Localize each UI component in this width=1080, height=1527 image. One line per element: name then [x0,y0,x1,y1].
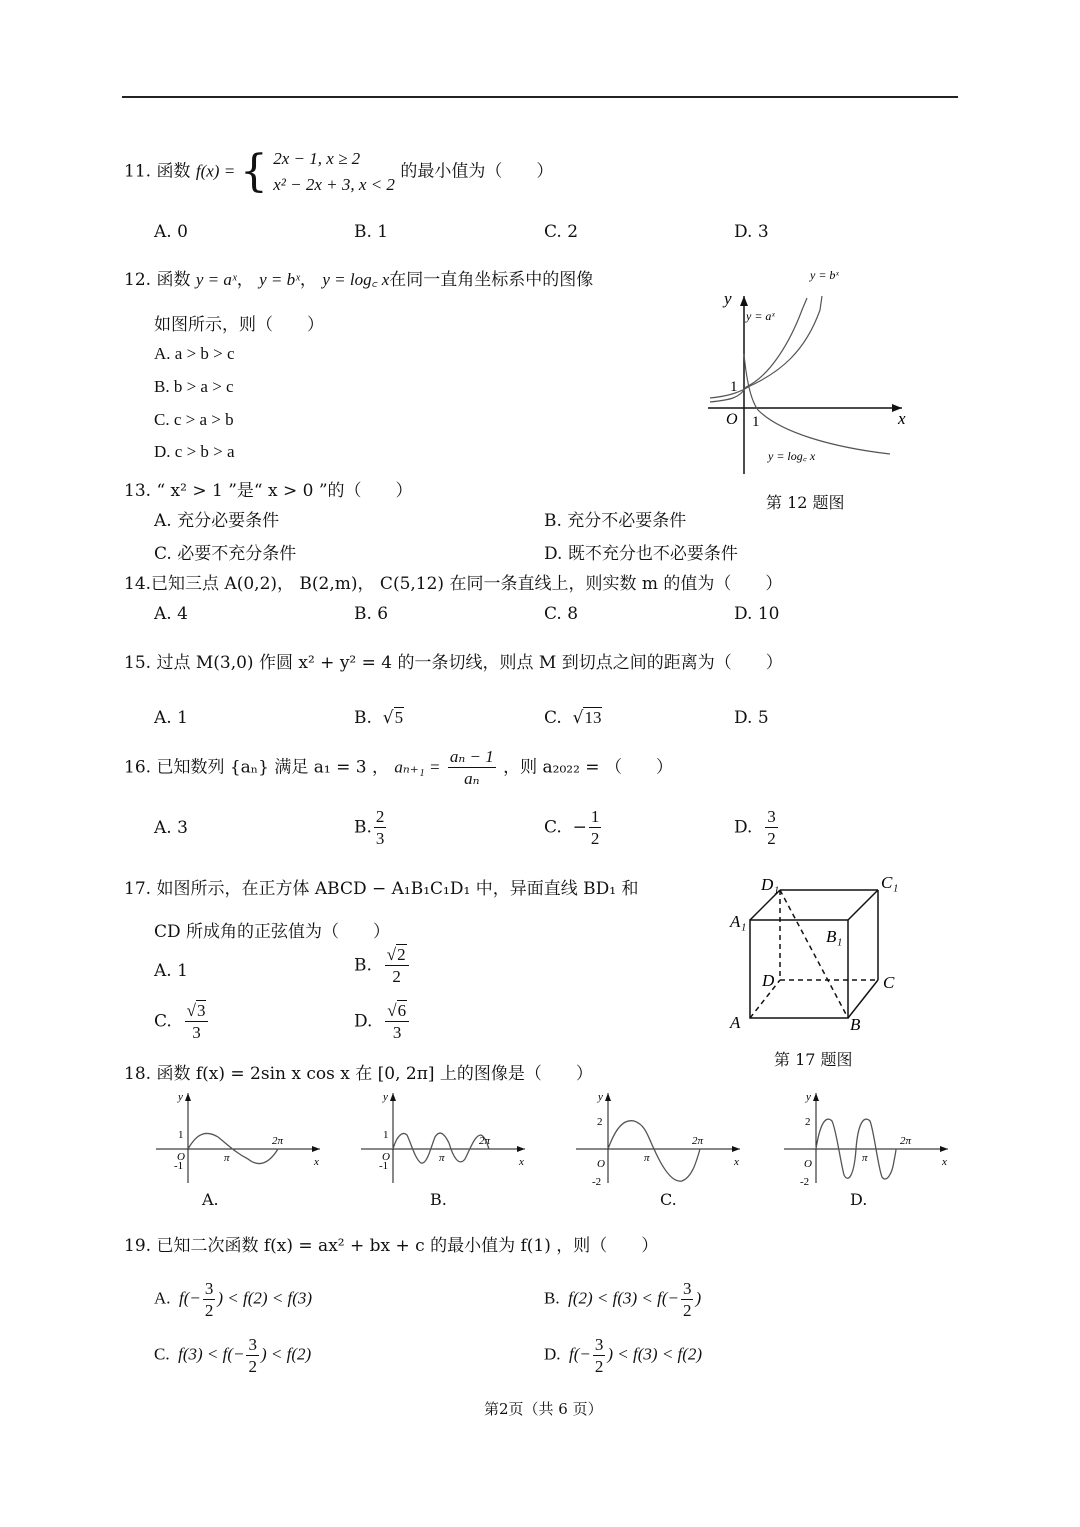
question-14: 14.已知三点 A(0,2)， B(2,m)， C(5,12) 在同一条直线上，则实数 m 的值为（ ） [124,574,783,594]
option-12d[interactable]: D. c > b > a [154,442,235,461]
svg-text:2π: 2π [272,1135,284,1147]
question-17-line2: CD 所成角的正弦值为（ ） [154,922,391,942]
option-14a[interactable]: A. 4 [154,604,188,624]
svg-text:2π: 2π [900,1135,912,1147]
option-12a[interactable]: A. a > b > c [154,344,235,363]
axis-y-label: y [724,289,732,308]
svg-text:2: 2 [597,1116,603,1128]
header-rule [122,96,958,98]
option-15b[interactable]: B. √5 [354,708,404,728]
svg-text:O: O [382,1151,390,1163]
option-19d[interactable]: D. f(− $\frac{3}{2}$ ) < f(3) < f(2) [544,1335,703,1377]
vertex-c1: C₁ [881,873,899,892]
svg-text:O: O [597,1158,605,1170]
svg-text:y: y [383,1091,388,1103]
svg-text:π: π [644,1152,650,1164]
option-12b[interactable]: B. b > a > c [154,377,234,396]
svg-text:x: x [314,1156,319,1168]
brace: { [239,146,268,197]
svg-text:2π: 2π [692,1135,704,1147]
svg-text:x: x [519,1156,524,1168]
graph-option-a-label[interactable]: A. [202,1190,219,1209]
option-13a[interactable]: A. 充分必要条件 [154,511,280,531]
svg-text:2π: 2π [479,1135,491,1147]
option-13b[interactable]: B. 充分不必要条件 [544,511,687,531]
svg-text:y: y [598,1091,603,1103]
vertex-c: C [883,973,895,992]
label-y-ax: y = aˣ [746,309,775,323]
option-12c[interactable]: C. c > a > b [154,410,234,429]
svg-text:-2: -2 [592,1176,602,1187]
question-16: 16. 已知数列 {aₙ} 满足 a₁ = 3 ， aₙ₊₁ = $\frac{\text{aₙ − 1}}{\text{aₙ}}$ ，则 a₂₀₂₂ = （ ） [124,747,673,789]
svg-text:π: π [862,1152,868,1164]
question-11: 11. 函数 f(x) = { 2x − 1, x ≥ 2 x² − 2x + 3, x < 2 的最小值为（ ） [124,146,554,197]
option-15d[interactable]: D. 5 [734,708,769,728]
svg-text:1: 1 [383,1129,389,1141]
figure-12-caption: 第 12 题图 [766,493,845,512]
option-19a[interactable]: A. f(− $\frac{3}{2}$ ) < f(2) < f(3) [154,1279,313,1321]
svg-text:2: 2 [805,1116,811,1128]
option-14c[interactable]: C. 8 [544,604,579,624]
vertex-b: B [850,1015,861,1034]
option-17b[interactable]: B. $\frac{√2}{2}$ [354,944,411,988]
vertex-b1: B₁ [826,927,843,946]
figure-12 [690,262,930,487]
option-19c[interactable]: C. f(3) < f(− $\frac{3}{2}$ ) < f(2) [154,1335,312,1377]
option-17c[interactable]: C. $\frac{√3}{3}$ [154,1000,210,1044]
tick-y-1: 1 [730,379,738,395]
svg-text:x: x [734,1156,739,1168]
vertex-a: A [730,1013,741,1032]
option-15a[interactable]: A. 1 [154,708,188,728]
figure-17-caption: 第 17 题图 [774,1050,853,1069]
question-12: 12. 函数 y = aˣ， y = bˣ， y = log꜀ x在同一直角坐标系中的图像 [124,270,594,290]
question-15: 15. 过点 M(3,0) 作圆 x² + y² = 4 的一条切线，则点 M 到切点之间的距离为（ ） [124,653,783,673]
graph-option-d[interactable] [778,1087,958,1187]
graph-option-c[interactable] [570,1087,750,1187]
tick-x-1: 1 [752,414,760,430]
option-11c[interactable]: C. 2 [544,222,579,242]
option-15c[interactable]: C. √13 [544,708,602,728]
option-17a[interactable]: A. 1 [154,961,188,981]
svg-text:O: O [804,1158,812,1170]
svg-text:-2: -2 [800,1176,810,1187]
axis-x-label: x [898,409,906,428]
graph-option-d-label[interactable]: D. [850,1190,868,1209]
page-footer: 第2页（共 6 页） [484,1400,603,1418]
graph-option-c-label[interactable]: C. [660,1190,677,1209]
piecewise: 2x − 1, x ≥ 2 x² − 2x + 3, x < 2 [273,149,395,194]
option-13d[interactable]: D. 既不充分也不必要条件 [544,544,738,564]
graph-option-b[interactable] [355,1087,535,1187]
vertex-d1: D₁ [761,875,780,894]
vertex-d: D [762,971,775,990]
origin-label: O [726,411,738,428]
question-13: 13. “ x² > 1 ”是“ x > 0 ”的（ ） [124,481,413,501]
vertex-a1: A₁ [730,912,747,931]
question-17: 17. 如图所示，在正方体 ABCD − A₁B₁C₁D₁ 中，异面直线 BD₁ 和 [124,879,639,899]
option-11d[interactable]: D. 3 [734,222,769,242]
option-16b[interactable]: B. $\frac{2}{3}$ [354,807,385,849]
svg-text:O: O [177,1151,185,1163]
question-18: 18. 函数 f(x) = 2sin x cos x 在 [0, 2π] 上的图像是（ ） [124,1064,593,1084]
option-14b[interactable]: B. 6 [354,604,389,624]
graph-option-b-label[interactable]: B. [430,1190,447,1209]
option-11b[interactable]: B. 1 [354,222,389,242]
option-19b[interactable]: B. f(2) < f(3) < f(− $\frac{3}{2}$ ) [544,1279,702,1321]
option-16a[interactable]: A. 3 [154,818,188,838]
question-12-line2: 如图所示，则（ ） [154,315,324,335]
option-16c[interactable]: C. − $\frac{1}{2}$ [544,807,600,849]
figure-17-cube [724,870,914,1040]
option-17d[interactable]: D. $\frac{√6}{3}$ [354,1000,411,1044]
svg-text:-1: -1 [174,1160,184,1172]
svg-text:y: y [178,1091,183,1103]
graph-option-a[interactable] [148,1087,328,1187]
svg-text:y: y [806,1091,811,1103]
option-11a[interactable]: A. 0 [154,222,188,242]
question-19: 19. 已知二次函数 f(x) = ax² + bx + c 的最小值为 f(1) ，则（ ） [124,1236,659,1256]
svg-text:1: 1 [178,1129,184,1141]
label-y-bx: y = bˣ [810,268,839,282]
label-y-log: y = log꜀ x [768,449,816,463]
option-16d[interactable]: D. $\frac{3}{2}$ [734,807,776,849]
option-14d[interactable]: D. 10 [734,604,780,624]
svg-text:π: π [224,1152,230,1164]
svg-text:-1: -1 [379,1160,389,1172]
svg-text:π: π [439,1152,445,1164]
option-13c[interactable]: C. 必要不充分条件 [154,544,297,564]
svg-text:x: x [942,1156,947,1168]
